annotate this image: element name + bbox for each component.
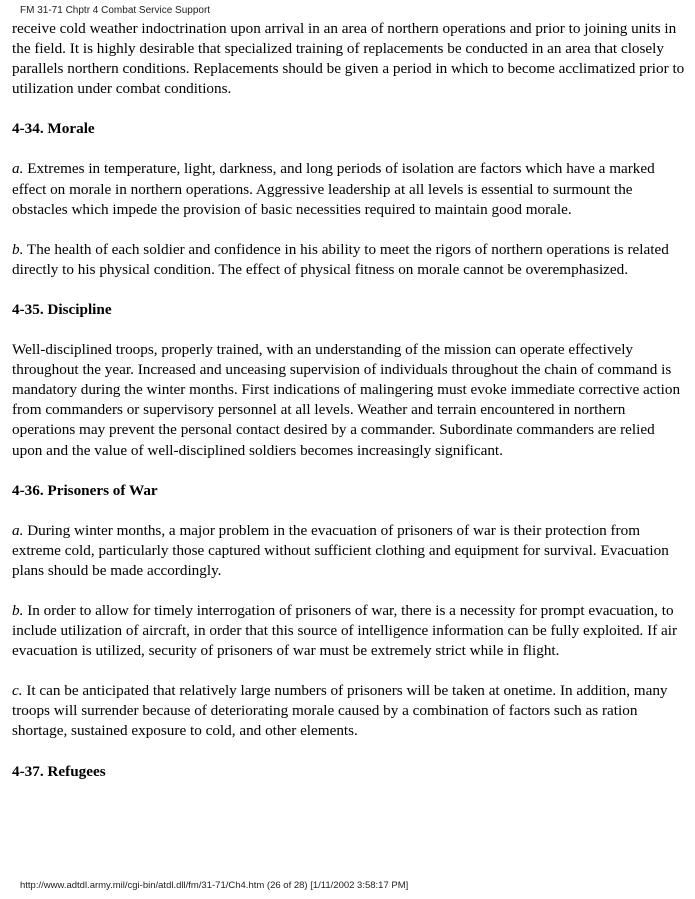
item-label: b. xyxy=(12,601,24,619)
heading-refugees: 4-37. Refugees xyxy=(12,762,106,780)
paragraph-text: In order to allow for timely interrogation of prisoners of war, there is a necessity for prompt evacuation, to include utilization of aircraft, in order that this source of intelligence information can be fully exploited. If air evacuation is utilized, security of prisoners of war must be extremely strict while in flight. xyxy=(12,601,678,660)
heading-discipline: 4-35. Discipline xyxy=(12,300,112,318)
paragraph-text: Extremes in temperature, light, darkness, and long periods of isolation are factors which have a marked effect on morale in northern operations. Aggressive leadership at all levels is essential to surmount the obstacles which impede the provision of basic necessities required to maintain good morale. xyxy=(12,160,655,218)
intro-paragraph: receive cold weather indoctrination upon arrival in an area of northern operations and prior to joining units in the field. It is highly desirable that specialized training of replacements be conducted in an area that closely parallels northern conditions. Replacements should be given a period in which to become acclimatized prior to utilization under combat conditions. xyxy=(12,20,685,98)
item-label: a. xyxy=(12,521,24,539)
item-label: b. xyxy=(12,240,24,258)
item-label: a. xyxy=(12,160,24,178)
pow-paragraph-a xyxy=(12,521,688,581)
heading-morale: 4-34. Morale xyxy=(12,120,95,138)
morale-paragraph-a xyxy=(12,159,688,219)
paragraph-text: The health of each soldier and confidence in his ability to meet the rigors of northern operations is related directly to his physical condition. The effect of physical fitness on morale cannot be overemphasized. xyxy=(12,240,669,278)
pow-paragraph-b xyxy=(12,601,688,661)
pow-paragraph-c xyxy=(12,681,688,741)
paragraph-text: It can be anticipated that relatively large numbers of prisoners will be taken at onetime. In addition, many troops will surrender because of deteriorating morale caused by a combination of factors such as ration shortage, sustained exposure to cold, and other elements. xyxy=(12,682,668,740)
discipline-paragraph: Well-disciplined troops, properly trained, with an understanding of the mission can operate effectively throughout the year. Increased and unceasing supervision of individuals throughout the chain of command is mandatory during the winter months. First indications of malingering must evoke immediate corrective action from commanders or supervisory personnel at all levels. Weather and terrain encountered in northern operations may prevent the personal contact desired by a commander. Subordinate commanders are relied upon and the value of well-disciplined soldiers becomes increasingly significant. xyxy=(12,341,681,459)
document-body xyxy=(12,19,688,802)
paragraph-text: During winter months, a major problem in the evacuation of prisoners of war is their protection from extreme cold, particularly those captured without sufficient clothing and equipment for survival. Evacuation plans should be made accordingly. xyxy=(12,521,669,579)
page-header: FM 31-71 Chptr 4 Combat Service Support xyxy=(20,5,211,16)
morale-paragraph-b xyxy=(12,240,688,280)
item-label: c. xyxy=(12,682,23,700)
page-footer-url: http://www.adtdl.army.mil/cgi-bin/atdl.dll/fm/31-71/Ch4.htm (26 of 28) [1/11/2002 3:58:17 PM] xyxy=(20,880,409,891)
heading-prisoners-of-war: 4-36. Prisoners of War xyxy=(12,481,158,499)
